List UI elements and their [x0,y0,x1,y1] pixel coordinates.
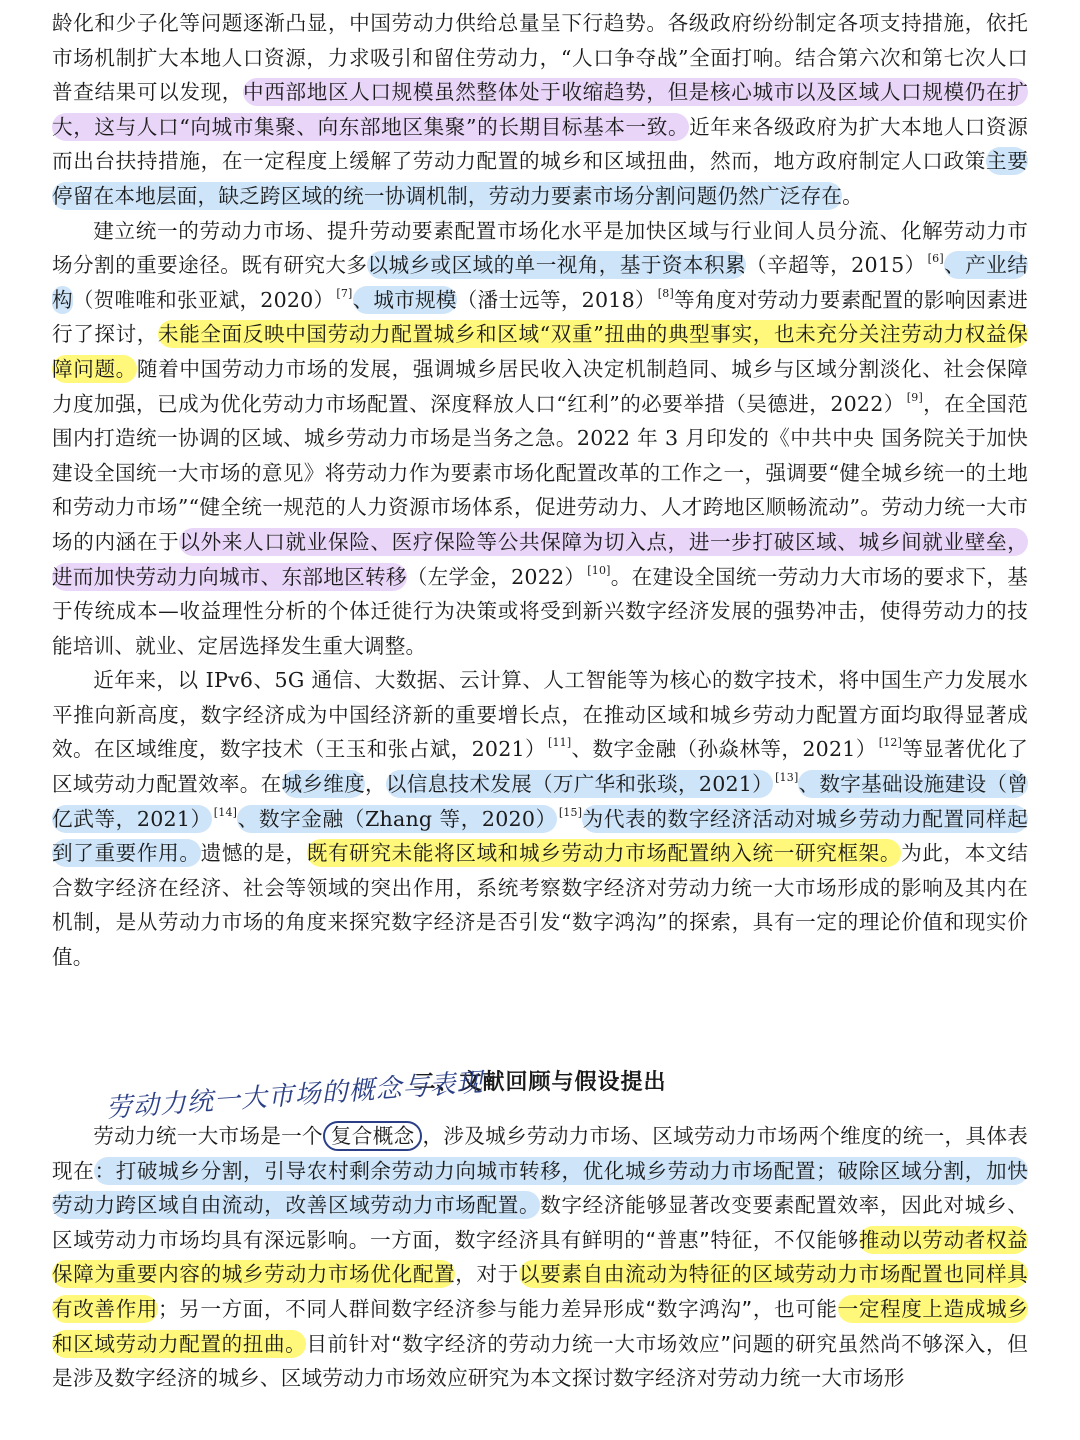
text-segment: ，在全国范围内打造统一协调的区域、城乡劳动力市场是当务之急。2022 年 3 月印发的《中共中央 国务院关于加快建设全国统一大市场的意见》将劳动力作为要素市场化配置改革的工作之一，强调要“健全城乡统一的土地和劳动力市场”“健全统一规范的人力资源市场体系，促进劳动力、人才跨地区顺畅流动”。劳动力统一大市场的内涵在于 [52,391,1029,554]
text-segment: 近年来，以 IPv6、5G 通信、大数据、云计算、人工智能等为核心的数字技术，将中国生产力发展水平推向新高度，数字经济成为中国经济新的重要增长点，在推动区域和城乡劳动力配置方面均取得显著成效。在区域维度，数字技术（王玉和张占斌，2021） [52,668,1028,762]
text-segment: 数字经济能够显著改变要素配置效率，因此对城乡、区域劳动力市场均具有深远影响。一方面，数字经济具有鲜明的“普惠”特征，不仅能够 [52,1193,1028,1252]
blue-highlight: 城乡维度 [281,772,366,797]
blue-highlight: 、数字基础设施建设（曾亿武等，2021） [52,772,1028,831]
paragraph-1 [52,6,1028,214]
text-segment: 等角度对劳动力要素配置的影响因素进行了探讨， [52,287,1028,347]
blue-highlight: 为代表的数字经济活动对城乡劳动力配置同样起到了重要作用。 [52,806,1028,866]
blue-highlight: 、数字金融（Zhang 等，2020） [237,806,557,831]
text-segment: （潘士远等，2018） [456,287,656,312]
section-heading: 二、文献回顾与假设提出 [413,1070,667,1095]
blue-highlight: 、城市规模 [352,287,457,312]
yellow-highlight: 一定程度上造成城乡和区域劳动力配置的扭曲。 [52,1296,1028,1356]
text-segment: ，涉及城乡劳动力市场、区域劳动力市场两个维度的统一，具体表现在 [52,1124,1029,1183]
yellow-highlight: 推动以劳动者权益保障为重要内容的城乡劳动力市场优化配置 [52,1227,1028,1287]
citation-ref: [13] [775,771,799,785]
citation-ref: [6] [927,252,944,266]
text-segment: （贺唯唯和张亚斌，2020） [72,287,335,312]
blue-highlight: 、产业结构 [52,253,1028,312]
paragraph-2 [52,214,1028,664]
text-segment: （辛超等，2015） [746,253,926,278]
yellow-highlight: 以要素自由流动为特征的区域劳动力市场配置也同样具有改善作用 [52,1262,1028,1321]
text-segment: 遗憾的是， [200,841,307,866]
circled-term: 复合概念 [323,1121,423,1151]
text-segment: 建立统一的劳动力市场、提升劳动要素配置市场化水平是加快区域与行业间人员分流、化解劳动力市场分割的重要途径。既有研究大多 [52,218,1028,278]
text-segment: ，对于 [455,1262,519,1287]
text-segment: 随着中国劳动力市场的发展，强调城乡居民收入决定机制趋同、城乡与区域分割淡化、社会保障力度加强，已成为优化劳动力市场配置、深度释放人口“红利”的必要举措（吴德进，2022） [52,356,1028,416]
citation-ref: [11] [547,736,572,750]
blue-highlight: 以信息技术发展（万广华和张琰，2021） [385,772,774,797]
citation-ref: [12] [878,736,903,750]
body-text-upper [52,6,1028,975]
paragraph-3 [52,663,1028,974]
text-segment: 为此，本文结合数字经济在经济、社会等领域的突出作用，系统考察数字经济对劳动力统一大市场形成的影响及其内在机制，是从劳动力市场的角度来探究数字经济是否引发“数字鸿沟”的探索，具有一定的理论价值和现实价值。 [52,841,1029,970]
text-segment: ；另一方面，不同人群间数字经济参与能力差异形成“数字鸿沟”，也可能 [157,1296,838,1321]
text-segment: 、数字金融（孙焱林等，2021） [571,737,877,762]
blue-highlight: 主要停留在本地层面，缺乏跨区域的统一协调机制，劳动力要素市场分割问题仍然广泛存在 [52,149,1029,208]
text-segment: 等显著优化了区域劳动力配置效率。在 [52,737,1028,797]
text-segment: 龄化和少子化等问题逐渐凸显，中国劳动力供给总量呈下行趋势。各级政府纷纷制定各项支持措施，依托市场机制扩大本地人口资源，力求吸引和留住劳动力，“人口争夺战”全面打响。结合第六次和第七次人口普查结果可以发现， [52,11,1028,105]
yellow-highlight: 既有研究未能将区域和城乡劳动力市场配置纳入统一研究框架。 [306,841,902,866]
citation-ref: [7] [336,286,353,300]
body-text-lower [52,1119,1028,1396]
yellow-highlight: 未能全面反映中国劳动力配置城乡和区域“双重”扭曲的典型事实，也未充分关注劳动力权益保障问题。 [52,322,1028,381]
text-segment: 劳动力统一大市场是一个 [93,1124,323,1148]
purple-highlight: 中西部地区人口规模虽然整体处于收缩趋势，但是核心城市以及区域人口规模仍在扩大，这与人口“向城市集聚、向东部地区集聚”的长期目标基本一致。 [52,80,1028,139]
text-segment: ， [365,772,386,797]
text-segment: 近年来各级政府为扩大本地人口资源而出台扶持措施，在一定程度上缓解了劳动力配置的城乡和区域扭曲，然而，地方政府制定人口政策 [52,114,1028,174]
citation-ref: [10] [587,563,611,577]
handwritten-annotation: 劳动力统一大市场的概念与表现 [105,1067,485,1124]
citation-ref: [14] [213,805,238,819]
blue-highlight: ：打破城乡分割，引导农村剩余劳动力向城市转移，优化城乡劳动力市场配置；破除区域分割，加快劳动力跨区域自由流动，改善区域劳动力市场配置。 [52,1158,1029,1218]
citation-ref: [8] [657,286,674,300]
text-segment: 。 [842,183,863,208]
blue-highlight: 以城乡或区域的单一视角，基于资本积累 [367,253,747,278]
text-segment: （左学金，2022） [406,564,586,589]
text-segment: 目前针对“数字经济的劳动力统一大市场效应”问题的研究虽然尚不够深入，但是涉及数字经济的城乡、区域劳动力市场效应研究为本文探讨数字经济对劳动力统一大市场形 [52,1331,1028,1391]
text-segment: 。在建设全国统一劳动力大市场的要求下，基于传统成本—收益理性分析的个体迁徙行为决策或将受到新兴数字经济发展的强势冲击，使得劳动力的技能培训、就业、定居选择发生重大调整。 [52,564,1028,658]
purple-highlight: 以外来人口就业保险、医疗保险等公共保障为切入点，进一步打破区域、城乡间就业壁垒，进而加快劳动力向城市、东部地区转移 [52,529,1029,589]
citation-ref: [15] [558,805,583,819]
citation-ref: [9] [906,390,923,404]
paragraph-4 [52,1119,1028,1396]
